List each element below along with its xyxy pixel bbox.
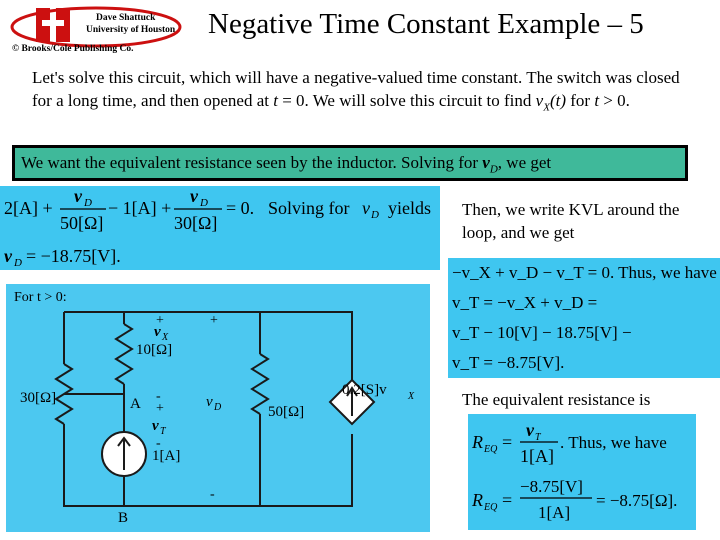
- vd-label: v: [206, 394, 213, 410]
- vx-sub: X: [162, 332, 169, 343]
- eq1-solving: Solving for: [268, 198, 350, 218]
- eq1-num1: v: [74, 186, 82, 206]
- eq3-num-sub: T: [535, 432, 541, 443]
- eq1-sv-sub: D: [371, 209, 379, 221]
- vt-minus: -: [156, 436, 161, 451]
- eq3-req2: R: [472, 490, 483, 510]
- eq1-yields: yields: [388, 198, 431, 218]
- vx-plus: +: [156, 313, 164, 328]
- eq2-line1: −v_X + v_D − v_T = 0. Thus, we have: [452, 263, 717, 282]
- eq1-result-sub: D: [14, 257, 22, 269]
- eq1-num1-sub: D: [84, 197, 92, 209]
- intro-t-paren: (t): [549, 91, 566, 110]
- banner-sub: D: [489, 163, 498, 176]
- r1-label: 10[Ω]: [136, 342, 173, 358]
- vd-plus: +: [210, 313, 218, 328]
- publisher-logo: [6, 4, 182, 54]
- eq1-num2-sub: D: [200, 197, 208, 209]
- eq1-den1: 50[Ω]: [60, 213, 104, 233]
- intro-paragraph: [32, 66, 692, 119]
- intro-text-3: for: [565, 91, 595, 110]
- vt-plus: +: [156, 401, 164, 416]
- eq1-num2: v: [190, 186, 198, 206]
- eq3-result: = −8.75[Ω].: [596, 491, 678, 510]
- vt-sub: T: [160, 426, 166, 437]
- node-b-label: B: [118, 510, 129, 526]
- logo-line2: University of Houston: [86, 25, 176, 35]
- eq1-mid: − 1[A] +: [108, 198, 172, 218]
- kcl-equation-box: [0, 186, 440, 270]
- eq3-req-sub: EQ: [484, 444, 498, 455]
- circuit-wires: [56, 312, 352, 506]
- logo-mark-bar: [42, 20, 64, 26]
- logo-line3: © Brooks/Cole Publishing Co.: [12, 44, 134, 54]
- req-equation-box: [468, 414, 696, 530]
- r2-label: 30[Ω]: [20, 390, 57, 406]
- eq3-num: v: [526, 420, 534, 440]
- eq3-req2-sub: EQ: [484, 502, 498, 513]
- kvl-text: Then, we write KVL around the loop, and we get: [462, 200, 680, 242]
- node-a-label: A: [130, 396, 141, 412]
- vt-label: v: [152, 418, 159, 434]
- eq1-lead: 2[A] +: [4, 198, 53, 218]
- kvl-equation-box: [448, 258, 720, 378]
- logo-line1: Dave Shattuck: [96, 13, 156, 23]
- eq1-result: = −18.75[V].: [26, 246, 121, 266]
- intro-t2: t: [594, 91, 600, 110]
- intro-text-2: = 0. We will solve this circuit to find: [277, 91, 536, 110]
- circuit-heading: For t > 0:: [14, 290, 67, 305]
- eq3-den2: 1[A]: [538, 503, 571, 522]
- vd-sub: D: [214, 402, 222, 413]
- eq1-result-v: v: [4, 246, 12, 266]
- r3-label: 50[Ω]: [268, 404, 305, 420]
- eq3-den: 1[A]: [520, 446, 554, 466]
- eq1-den2: 30[Ω]: [174, 213, 218, 233]
- vx-label: v: [154, 324, 161, 340]
- vx-minus: -: [156, 389, 161, 404]
- source-label: 1[A]: [152, 448, 181, 464]
- eq1-eq0: = 0.: [226, 198, 255, 218]
- req-text: The equivalent resistance is: [462, 390, 651, 409]
- circuit-diagram: [6, 284, 430, 532]
- banner-v: v: [482, 153, 490, 172]
- slide-title: Negative Time Constant Example – 5: [208, 8, 644, 40]
- intro-t: t: [273, 91, 278, 110]
- eq2-line2: v_T = −v_X + v_D =: [452, 293, 598, 312]
- banner-text-2: , we get: [497, 153, 552, 172]
- eq2-line3: v_T − 10[V] − 18.75[V] −: [452, 323, 632, 342]
- dep-source-label: 0.2[S]v: [342, 382, 387, 398]
- eq3-num2: −8.75[V]: [520, 477, 583, 496]
- intro-vx-sub: X: [543, 101, 550, 114]
- eq3-req: R: [472, 432, 483, 452]
- eq3-equals-2: =: [502, 490, 513, 510]
- eq1-sv: v: [362, 198, 370, 218]
- banner-text-1: We want the equivalent resistance seen by the inductor. Solving for: [21, 153, 483, 172]
- eq3-thus: . Thus, we have: [560, 433, 667, 452]
- intro-text-1: Let's solve this circuit, which will have a negative-valued time constant. The switch was closed for a long time, and then opened at: [32, 68, 680, 110]
- intro-text-4: > 0.: [599, 91, 630, 110]
- intro-vx: v: [535, 91, 544, 110]
- eq2-line4: v_T = −8.75[V].: [452, 353, 565, 372]
- eq3-equals: =: [502, 432, 513, 452]
- instruction-banner: [12, 145, 688, 181]
- vd-minus: -: [210, 487, 215, 502]
- dep-source-sub: X: [408, 391, 415, 402]
